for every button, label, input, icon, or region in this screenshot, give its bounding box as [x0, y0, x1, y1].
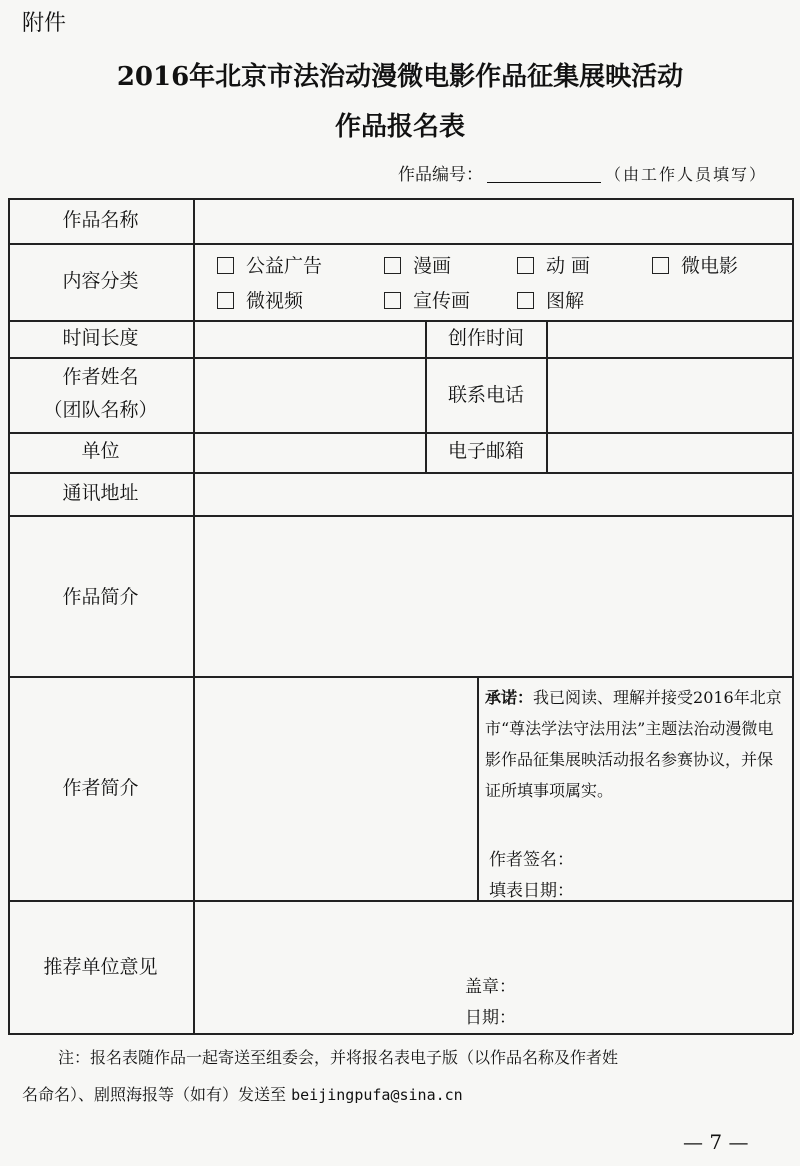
footnote-line-1: 注：报名表随作品一起寄送至组委会，并将报名表电子版（以作品名称及作者姓 — [58, 1048, 619, 1067]
work-number-line — [398, 160, 767, 185]
work-number-label: 作品编号： — [398, 165, 483, 185]
checkbox-icon[interactable] — [217, 292, 234, 309]
checkbox-icon[interactable] — [384, 257, 401, 274]
label-address: 通讯地址 — [62, 482, 139, 504]
contact-phone-field[interactable] — [548, 359, 791, 431]
pledge-column-divider — [477, 676, 479, 900]
table-border-right — [792, 198, 794, 1034]
category-option[interactable]: 动 画 — [517, 257, 590, 276]
checkbox-icon[interactable] — [652, 257, 669, 274]
form-subtitle: 作品报名表 — [334, 112, 465, 142]
category-option[interactable]: 微视频 — [217, 292, 303, 311]
label-recommend-opinion: 推荐单位意见 — [43, 956, 158, 978]
author-intro-field[interactable] — [195, 678, 476, 899]
category-option[interactable]: 图解 — [517, 292, 584, 311]
duration-field[interactable] — [195, 322, 424, 356]
category-option[interactable]: 漫画 — [384, 257, 451, 276]
label-email: 电子邮箱 — [447, 440, 524, 462]
contact-email[interactable]: beijingpufa@sina.cn — [291, 1086, 463, 1104]
label-team-name: （团队名称） — [43, 399, 158, 421]
label-contact-phone: 联系电话 — [447, 384, 524, 406]
address-field[interactable] — [195, 474, 791, 514]
form-title: 2016年北京市法治动漫微电影作品征集展映活动 — [116, 62, 684, 92]
checkbox-icon[interactable] — [517, 257, 534, 274]
label-creation-time: 创作时间 — [447, 327, 524, 349]
table-border-bottom — [8, 1033, 793, 1035]
page-number: — 7 — — [683, 1130, 749, 1154]
work-name-field[interactable] — [195, 200, 791, 242]
creation-time-field[interactable] — [548, 322, 791, 356]
pledge-heading: 承诺： — [485, 688, 534, 707]
checkbox-icon[interactable] — [217, 257, 234, 274]
label-duration: 时间长度 — [62, 327, 139, 349]
work-intro-field[interactable] — [195, 517, 791, 675]
checkbox-icon[interactable] — [517, 292, 534, 309]
label-author-name: 作者姓名 — [62, 366, 139, 388]
label-work-intro: 作品简介 — [62, 586, 139, 608]
unit-field[interactable] — [195, 434, 424, 471]
label-work-name: 作品名称 — [62, 209, 139, 231]
label-author-intro: 作者简介 — [62, 777, 139, 799]
category-option[interactable]: 微电影 — [652, 257, 738, 276]
category-option[interactable]: 宣传画 — [384, 292, 470, 311]
seal-label: 盖章： — [465, 977, 516, 997]
label-category: 内容分类 — [62, 270, 139, 292]
pledge-statement — [485, 682, 785, 806]
checkbox-icon[interactable] — [384, 292, 401, 309]
author-name-field[interactable] — [195, 359, 424, 431]
category-option[interactable]: 公益广告 — [217, 257, 322, 276]
footnote-line-2: 名命名）、剧照海报等（如有）发送至 beijingpufa@sina.cn — [22, 1085, 463, 1104]
attachment-label: 附件 — [22, 11, 67, 36]
work-number-note: （由工作人员填写） — [605, 165, 768, 184]
table-border-left — [8, 198, 10, 1034]
pledge-text: 我已阅读、理解并接受2016年北京市“尊法学法守法用法”主题法治动漫微电影作品征集展映活动报名参赛协议，并保证所填事项属实。 — [485, 688, 782, 800]
row-divider — [8, 243, 793, 245]
fill-date-label: 填表日期： — [489, 881, 574, 901]
email-field[interactable] — [548, 434, 791, 471]
work-number-blank[interactable] — [487, 168, 601, 183]
label-unit: 单位 — [81, 440, 120, 462]
author-signature-label: 作者签名： — [489, 850, 574, 870]
recommend-date-label: 日期： — [465, 1008, 516, 1028]
